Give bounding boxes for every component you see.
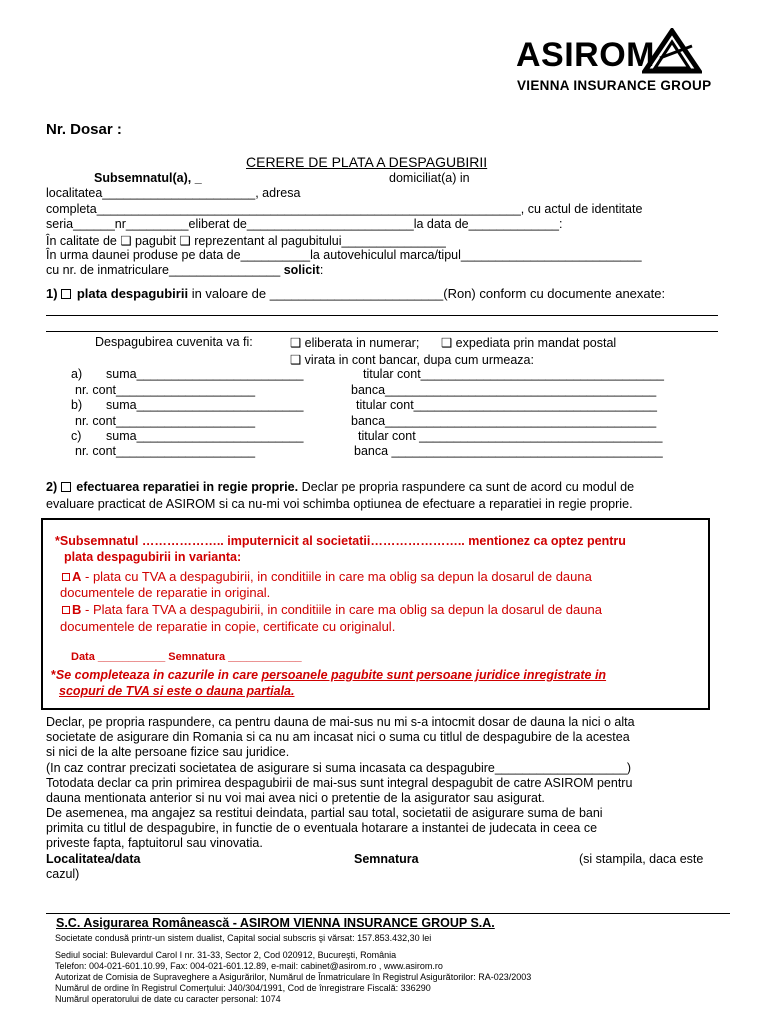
declaration-line: (In caz contrar precizati societatea de asigurare si suma incasata ca despagubire___________________) [46,761,632,775]
localitatea-data-label: Localitatea/data [46,852,141,866]
variant-a-text-line2: documentele de reparatie in original. [60,585,271,600]
declaration-line: Declar, pe propria raspundere, ca pentru dauna de mai-sus nu mi s-a intocmit dosar de dauna la nici o alta [46,715,635,729]
form-title: CERERE DE PLATA A DESPAGUBIRII [246,154,488,170]
option-1-checkbox[interactable] [61,289,71,299]
account-titular: titular cont___________________________________ [356,398,657,412]
stampila-note: (si stampila, daca este [579,852,704,866]
variant-b-checkbox[interactable] [62,606,70,614]
footer-line: Autorizat de Comisia de Supraveghere a Asigurărilor, Numărul de Înmatriculare în Registrul Asigurătorilor: RA-023/2003 [55,972,532,982]
footer-company: S.C. Asigurarea Românească - ASIROM VIENNA INSURANCE GROUP S.A. [56,916,495,930]
account-banca: banca_______________________________________ [351,383,657,397]
variant-a-text: - plata cu TVA a despagubirii, in conditiile in care ma oblig sa depun la dosarul de dauna [81,569,592,584]
footer-divider [46,913,730,914]
inmatriculare-label: cu nr. de inmatriculare________________ [46,263,284,277]
declaration-line: dauna mentionata anterior si nu voi mai avea nici o pretentie de la asigurator sau asigurat. [46,791,545,805]
note-prefix: Se completeaza in cazurile in care [55,668,262,682]
footer-line: Numărul operatorului de date cu caracter personal: 1074 [55,994,281,1004]
footer-line: Telefon: 004-021-601.10.99, Fax: 004-021-601.12.89, e-mail: cabinet@asirom.ro , www.asirom.ro [55,961,443,971]
header-line-calitate: În calitate de ❑ pagubit ❑ reprezentant al pagubitului_______________ [46,234,446,248]
option-1-title: plata despagubirii [76,286,189,301]
option-1-text: in valoare de ________________________(Ron) conform cu documente anexate: [191,286,666,301]
solicit-label: solicit [283,263,320,277]
note-underlined-line2: scopuri de TVA si este o dauna partiala. [59,684,295,698]
account-suma: suma________________________ [106,398,304,412]
header-line-completa: completa_____________________________________________________________, cu actul de identitate [46,202,643,216]
logo-tagline: VIENNA INSURANCE GROUP [517,78,712,93]
box-data-signature: Data ___________ Semnatura ____________ [71,651,302,663]
footer-line: Sediul social: Bulevardul Carol I nr. 31-33, Sector 2, Cod 020912, Bucureşti, România [55,950,397,960]
account-letter: c) [71,429,82,443]
account-suma: suma________________________ [106,367,304,381]
blank-line [46,315,718,316]
account-letter: a) [71,367,83,381]
semnatura-label: Semnatura [354,852,419,866]
note-underlined: persoanele pagubite sunt persoane juridice inregistrate in [261,668,607,682]
box-subsemnatul: *Subsemnatul ……………….. imputernicit al societatii………………….. mentionez ca optez pentru [55,534,626,548]
header-line-dauna: În urma daunei produse pe data de__________la autovehiculul marca/tipul__________________________ [46,248,642,262]
option-cont-bancar[interactable]: ❑ virata in cont bancar, dupa cum urmeaza: [290,353,534,367]
option-mandat-postal[interactable]: ❑ expediata prin mandat postal [441,336,617,350]
variant-a-letter: A [72,569,82,584]
option-1 [46,286,665,301]
option-numerar[interactable]: ❑ eliberata in numerar; [290,336,420,350]
option-1-number: 1) [46,286,58,301]
declaration-line: De asemenea, ma angajez sa restitui deindata, partial sau total, societatii de asigurare suma de bani [46,806,603,820]
box-variant-a [62,569,592,584]
option-2-checkbox[interactable] [61,482,71,492]
box-variant-label: plata despagubirii in varianta: [64,550,242,564]
dosar-number-label: Nr. Dosar : [46,121,122,138]
option-2 [46,480,634,494]
account-suma: suma________________________ [106,429,304,443]
option-2-title: efectuarea reparatiei in regie proprie. [76,480,299,494]
subsemnatul-label: Subsemnatul(a), _ [94,171,202,185]
variant-b-text: - Plata fara TVA a despagubirii, in conditiile in care ma oblig sa depun la dosarul de dauna [81,602,602,617]
box-variant-b [62,602,602,617]
account-titular: titular cont ___________________________________ [358,429,663,443]
footer-line: Societate condusă printr-un sistem dualist, Capital social subscris şi vărsat: 157.853.432,30 lei [55,933,432,943]
declaration-line: priveste fapta, faptuitorul sau vinovatia. [46,836,263,850]
account-banca: banca_______________________________________ [351,414,657,428]
account-banca: banca _______________________________________ [354,444,663,458]
account-nr: nr. cont____________________ [75,414,256,428]
account-nr: nr. cont____________________ [75,383,256,397]
account-letter: b) [71,398,83,412]
despagubire-label: Despagubirea cuvenita va fi: [95,335,253,349]
account-titular: titular cont___________________________________ [363,367,664,381]
note-asterisk: * [51,668,56,682]
variant-b-letter: B [72,602,82,617]
stampila-note-line2: cazul) [46,867,80,881]
declaration-line: si nici de la alte persoane fizice sau juridice. [46,745,290,759]
account-nr: nr. cont____________________ [75,444,256,458]
header-line-localitatea: localitatea______________________, adresa [46,186,301,200]
declaration-line: primita cu titlul de despagubire, in functie de o eventuala hotarare a instantei de judecata in ceea ce [46,821,598,835]
header-line-inmatriculare [46,263,323,277]
box-note [51,668,606,682]
header-line-seria: seria______nr_________eliberat de________________________la data de_____________: [46,217,563,231]
logo-mark-icon [642,28,702,74]
footer-line: Numărul de ordine în Registrul Comerţului: J40/304/1991, Cod de înregistrare Fiscală: 336290 [55,983,431,993]
option-2-text-line2: evaluare practicat de ASIROM si ca nu-mi voi schimba optiunea de efectuare a reparatiei in regie proprie. [46,497,633,511]
domiciliat-label: domiciliat(a) in [389,171,470,185]
declaration-line: Totodata declar ca prin primirea despagubirii de mai-sus sunt integral despagubit de catre ASIROM pentru [46,776,633,790]
colon: : [319,263,324,277]
option-2-text: Declar pe propria raspundere ca sunt de acord cu modul de [301,480,635,494]
blank-line [46,331,718,332]
declaration-line: societate de asigurare din Romania si ca nu am incasat nici o suma cu titlul de despagubire de la acestea [46,730,630,744]
logo-name: ASIROM [516,36,655,74]
variant-b-text-line2: documentele de reparatie in copie, certificate cu originalul. [60,619,396,634]
option-2-number: 2) [46,480,58,494]
variant-a-checkbox[interactable] [62,573,70,581]
